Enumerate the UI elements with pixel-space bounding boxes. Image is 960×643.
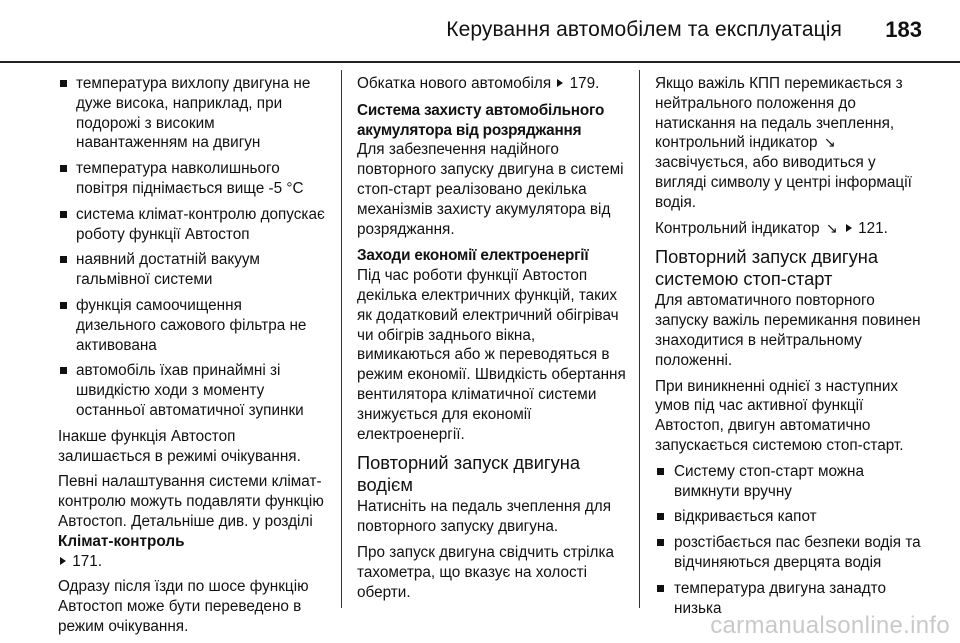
column-1 [58, 74, 326, 643]
paragraph: Під час роботи функції Автостоп декілька електричних функцій, таких як додатковий електричний обігрівач чи обігрів заднього вікна, вимикаються або ж переводяться в режим економії. Швидкість обертання вентилятора кліматичної системи знижується для економії електроенергії. [357, 267, 626, 443]
list-item: функція самоочищення дизельного сажового фільтра не активована [58, 296, 326, 355]
list-item: температура вихлопу двигуна не дуже висока, наприклад, при подорожі з високим навантаженням на двигун [58, 74, 326, 153]
autostop-indicator-icon: ↘ [823, 134, 836, 151]
bullet-square-icon [657, 468, 664, 475]
paragraph: Обкатка нового автомобіля 179. [357, 75, 600, 92]
paragraph: Одразу після їзди по шосе функцію Автостоп може бути переведено в режим очікування. [58, 578, 309, 635]
bullet-square-icon [657, 539, 664, 546]
page-ref[interactable]: 171. [72, 552, 103, 570]
bullet-square-icon [60, 211, 67, 218]
list-item: температура двигуна занадто низька [655, 579, 925, 619]
paragraph: Якщо важіль КПП перемикається з нейтрального положення до натискання на педаль зчеплення, контрольний індикатор ↘ засвічується, або виводиться у вигляді символу у центрі інформації водія. [655, 75, 912, 211]
page-ref-triangle-icon [557, 79, 563, 87]
paragraph: Для забезпечення надійного повторного запуску двигуна в системі стоп-старт реалізовано декілька механізмів захисту акумулятора від розряджання. [357, 141, 624, 238]
bullet-square-icon [60, 80, 67, 87]
bullet-square-icon [60, 367, 67, 374]
column-divider [639, 70, 640, 608]
list-item: Систему стоп-старт можна вимкнути вручну [655, 462, 925, 502]
page-header [0, 0, 960, 62]
bullet-square-icon [657, 513, 664, 520]
paragraph: Натисніть на педаль зчеплення для повторного запуску двигуна. [357, 498, 611, 536]
list-item: система клімат-контролю допускає роботу функції Автостоп [58, 205, 326, 245]
column-3 [655, 74, 925, 624]
page-number: 183 [885, 17, 922, 42]
bullet-square-icon [60, 256, 67, 263]
list-item: автомобіль їхав принаймні зі швидкістю ходи з моменту останньої автоматичної зупинки [58, 361, 326, 420]
subheading: Заходи економії електроенергії [357, 247, 589, 265]
section-heading: Повторний запуск двигуна водієм [357, 452, 580, 496]
paragraph: Про запуск двигуна свідчить стрілка тахометра, що вказує на холості оберти. [357, 543, 615, 601]
section-heading: Повторний запуск двигуна системою стоп-старт [655, 246, 878, 290]
condition-list [58, 74, 326, 421]
paragraph: Певні налаштування системи клімат-контролю можуть подавляти функцію Автостоп. Детальніше див. у розділі Клімат-контроль 171. [58, 473, 324, 570]
paragraph: При виникненні однієї з наступних умов під час активної функції Автостоп, двигун автоматично запускається системою стоп-старт. [655, 377, 904, 454]
subheading: Система захисту автомобільного акумулятора від розряджання [357, 101, 605, 139]
list-item: наявний достатній вакуум гальмівної системи [58, 250, 326, 290]
restart-condition-list [655, 462, 925, 619]
paragraph: Інакше функція Автостоп залишається в режимі очікування. [58, 427, 301, 465]
page-ref-triangle-icon [60, 557, 66, 565]
watermark: carmanualsonline.info [710, 612, 950, 639]
section-link-climate-control[interactable]: Клімат-контроль [58, 532, 185, 550]
list-item: розстібається пас безпеки водія та відчиняються дверцята водія [655, 533, 925, 573]
paragraph: Для автоматичного повторного запуску важіль перемикання повинен знаходитися в нейтральному положенні. [655, 292, 921, 369]
bullet-square-icon [60, 302, 67, 309]
page-ref[interactable]: 121. [858, 219, 888, 237]
bullet-square-icon [657, 585, 664, 592]
page-title: Керування автомобілем та експлуатація [446, 18, 842, 41]
paragraph: Контрольний індикатор ↘ 121. [655, 219, 888, 237]
autostop-indicator-icon: ↘ [825, 219, 838, 236]
list-item: відкривається капот [655, 507, 925, 527]
column-2 [357, 74, 627, 608]
bullet-square-icon [60, 165, 67, 172]
header-rule [0, 61, 960, 63]
list-item: температура навколишнього повітря піднімається вище -5 °C [58, 159, 326, 199]
page-ref-triangle-icon [846, 224, 852, 232]
page-ref[interactable]: 179. [569, 75, 600, 92]
column-divider [341, 70, 342, 608]
